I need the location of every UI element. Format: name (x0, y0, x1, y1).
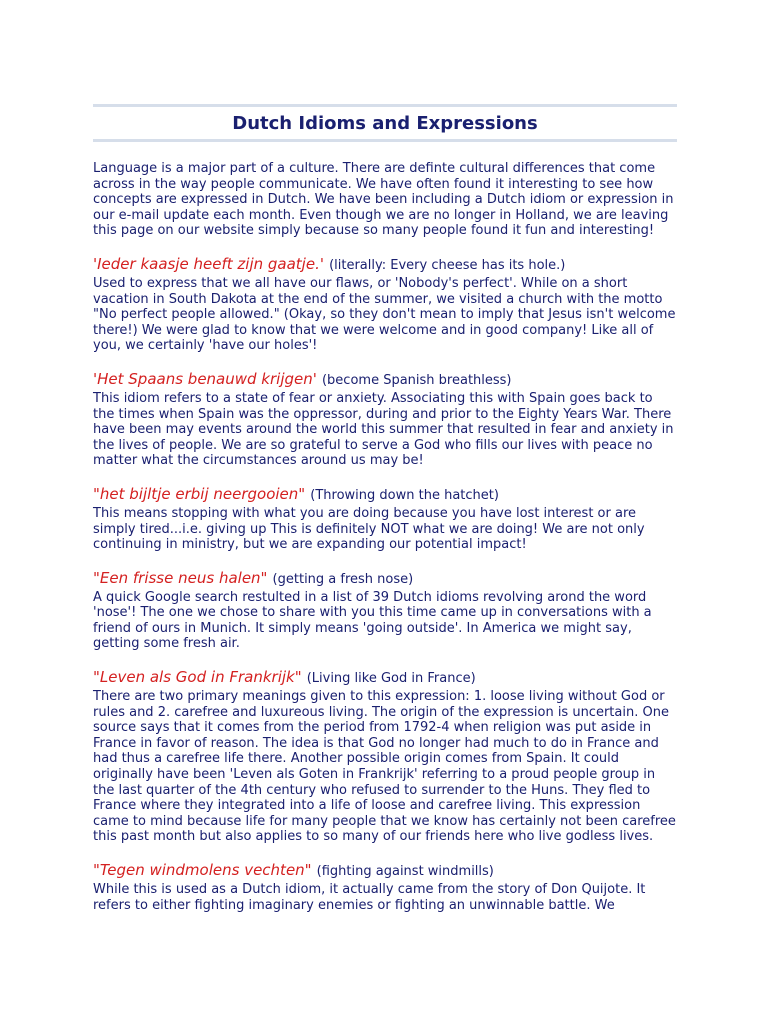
idiom-heading (93, 568, 677, 590)
idiom-explanation: This means stopping with what you are doing because you have lost interest or are simply tired...i.e. giving up This is definitely NOT what we are doing! We are not only continuing in ministry, but we are expanding our potential impact! (93, 505, 645, 553)
page-title: Dutch Idioms and Expressions (232, 113, 538, 134)
idiom-phrase: "Een frisse neus halen" (93, 568, 268, 587)
idiom-translation: (getting a fresh nose) (272, 571, 414, 587)
idiom-entry (93, 254, 677, 354)
idiom-explanation: Used to express that we all have our flaws, or 'Nobody's perfect'. While on a short vacation in South Dakota at the end of the summer, we visited a church with the motto "No perfect people allowed." (Okay, so they don't mean to imply that Jesus isn't welcome there!) We were glad to know that we were welcome and in good company! Like all of you, we certainly 'have our holes'! (93, 275, 676, 354)
intro-paragraph: Language is a major part of a culture. There are definte cultural differences that come across in the way people communicate. We have often found it interesting to see how concepts are expressed in Dutch. We have been including a Dutch idiom or expression in our e-mail update each month. Even though we are no longer in Holland, we are leaving this page on our website simply because so many people found it fun and interesting! (93, 161, 674, 239)
idiom-phrase: "Leven als God in Frankrijk" (93, 668, 302, 687)
idiom-phrase: 'Ieder kaasje heeft zijn gaatje.' (93, 254, 324, 273)
idiom-phrase: "het bijltje erbij neergooien" (93, 484, 306, 503)
idiom-explanation: This idiom refers to a state of fear or anxiety. Associating this with Spain goes back to the times when Spain was the oppressor, during and prior to the Eighty Years War. There have been may events around the world this summer that resulted in fear and anxiety in the lives of people. We are so grateful to serve a God who fills our lives with peace no matter what the circumstances around us may be! (93, 390, 674, 469)
idiom-explanation: While this is used as a Dutch idiom, it actually came from the story of Don Quijote. It refers to either fighting imaginary enemies or fighting an unwinnable battle. We (93, 882, 646, 913)
idiom-entry (93, 484, 677, 553)
idiom-heading (93, 860, 677, 882)
idiom-translation: (become Spanish breathless) (321, 372, 512, 388)
idiom-translation: (fighting against windmills) (316, 864, 494, 879)
idiom-heading (93, 667, 677, 689)
idiom-entry (93, 860, 677, 913)
idiom-explanation: A quick Google search restulted in a list of 39 Dutch idioms revolving arond the word 'nose'! The one we chose to share with you this time came up in conversations with a friend of ours in Munich. It simply means 'going outside'. In America we might say, getting some fresh air. (93, 589, 652, 652)
idiom-phrase: "Tegen windmolens vechten" (93, 861, 312, 879)
document-page (93, 104, 677, 913)
idiom-explanation: There are two primary meanings given to this expression: 1. loose living without God or rules and 2. carefree and luxureous living. The origin of the expression is uncertain. One source says that it comes from the period from 1792-4 when religion was put aside in France in favor of reason. The idea is that God no longer had much to do in France and had thus a carefree life there. Another possible origin comes from Spain. It could originally have been 'Leven als Goten in Frankrijk' referring to a proud people group in the last quarter of the 4th century who refused to surrender to the Huns. They fled to France where they integrated into a life of loose and carefree living. This expression came to mind because life for many people that we know has certainly not been carefree this past month but also applies to so many of our friends here who live godless lives. (93, 689, 676, 845)
idiom-entry (93, 369, 677, 469)
bottom-rule (93, 139, 677, 142)
idiom-translation: (Throwing down the hatchet) (310, 487, 499, 503)
idiom-entry (93, 568, 677, 652)
idiom-heading (93, 254, 677, 276)
idiom-translation: (Living like God in France) (306, 671, 476, 687)
idiom-heading (93, 369, 677, 391)
idiom-phrase: 'Het Spaans benauwd krijgen' (93, 369, 317, 388)
idiom-translation: (literally: Every cheese has its hole.) (329, 257, 566, 273)
idiom-heading (93, 484, 677, 506)
idiom-entry (93, 667, 677, 845)
